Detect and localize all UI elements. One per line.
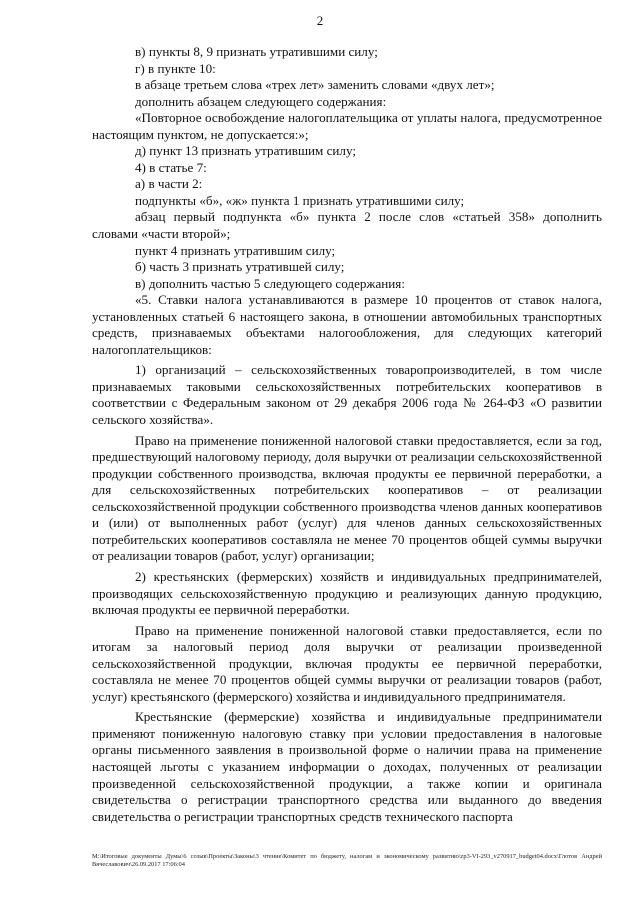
paragraph: Крестьянские (фермерские) хозяйства и индивидуальные предприниматели применяют пониженную налоговую ставку при условии предоставления в налоговые органы письменного заявления в произвольной форме о наличии права на применение настоящей льготы с указанием информации о доходах, полученных от реализации произведенной сельскохозяйственной продукции, а также копии и оригинала свидетельства о регистрации транспортного средства или выданного до введения свидетельства о регистрации транспортных средств технического паспорта bbox=[92, 709, 602, 824]
paragraph: 1) организаций – сельскохозяйственных товаропроизводителей, в том числе признаваемых таковыми сельскохозяйственных потребительских кооперативов в соответствии с Федеральным законом от 29 декабря 2006 года № 264-ФЗ «О развитии сельского хозяйства». bbox=[92, 362, 602, 428]
paragraph: в) пункты 8, 9 признать утратившими силу; bbox=[135, 44, 378, 59]
paragraph: дополнить абзацем следующего содержания: bbox=[135, 93, 387, 109]
paragraph: 2) крестьянских (фермерских) хозяйств и индивидуальных предпринимателей, производящих сельскохозяйственную продукцию и реализующих данную продукцию, включая продукты ее первичной переработки. bbox=[92, 568, 602, 618]
paragraph: пункт 4 признать утратившим силу; bbox=[135, 242, 336, 258]
paragraph: б) часть 3 признать утратившей силу; bbox=[135, 259, 345, 275]
paragraph: абзац первый подпункта «б» пункта 2 после слов «статьей 358» дополнить словами «части второй»; bbox=[92, 209, 602, 242]
paragraph: а) в части 2: bbox=[135, 176, 203, 192]
paragraph: подпункты «б», «ж» пункта 1 признать утратившими силу; bbox=[135, 192, 465, 208]
paragraph: д) пункт 13 признать утратившим силу; bbox=[135, 143, 356, 159]
paragraph: Право на применение пониженной налоговой ставки предоставляется, если по итогам за налоговый период доля выручки от реализации произведенной сельскохозяйственной продукции, включая продукты ее первичной переработки, составляла не менее 70 процентов общей суммы выручки от реализации товаров (работ, услуг) крестьянского (фермерского) хозяйства и индивидуального предпринимателя. bbox=[92, 622, 602, 704]
paragraph: «5. Ставки налога устанавливаются в размере 10 процентов от ставок налога, установленных статьей 6 настоящего закона, в отношении автомобильных транспортных средств, признаваемых объектами налогообложения, для следующих категорий налогоплательщиков: bbox=[92, 292, 602, 357]
document-path-footer: M:\Итоговые документы Думы\6 созыв\Проекты\Законы\3 чтение\Комитет по бюджету, налогам и экономическому развитию\zp3-VI-293_v270917_budget04.docx\Глотов Андрей Вячеславович\26.09.2017 17:06:04 bbox=[92, 853, 602, 868]
paragraph: г) в пункте 10: bbox=[135, 60, 216, 76]
paragraph: Право на применение пониженной налоговой ставки предоставляется, если за год, предшествующий налоговому периоду, доля выручки от реализации сельскохозяйственной продукции собственного производства, включая продукты ее первичной переработки, а для сельскохозяйственных потребительских кооперативов – от реализации сельскохозяйственной продукции собственного производства членов данных кооперативов и (или) от выполненных работ (услуг) для членов данных сельскохозяйственных потребительских кооперативов составляла не менее 70 процентов общей суммы выручки от реализации товаров (работ, услуг) организации; bbox=[92, 432, 602, 564]
paragraph: в абзаце третьем слова «трех лет» заменить словами «двух лет»; bbox=[135, 77, 495, 93]
page-number: 2 bbox=[316, 13, 324, 28]
paragraph: в) дополнить частью 5 следующего содержания: bbox=[135, 275, 405, 291]
document-body bbox=[92, 44, 602, 825]
paragraph: 4) в статье 7: bbox=[135, 159, 207, 175]
paragraph: «Повторное освобождение налогоплательщика от уплаты налога, предусмотренное настоящим пунктом, не допускается:»; bbox=[92, 110, 602, 142]
